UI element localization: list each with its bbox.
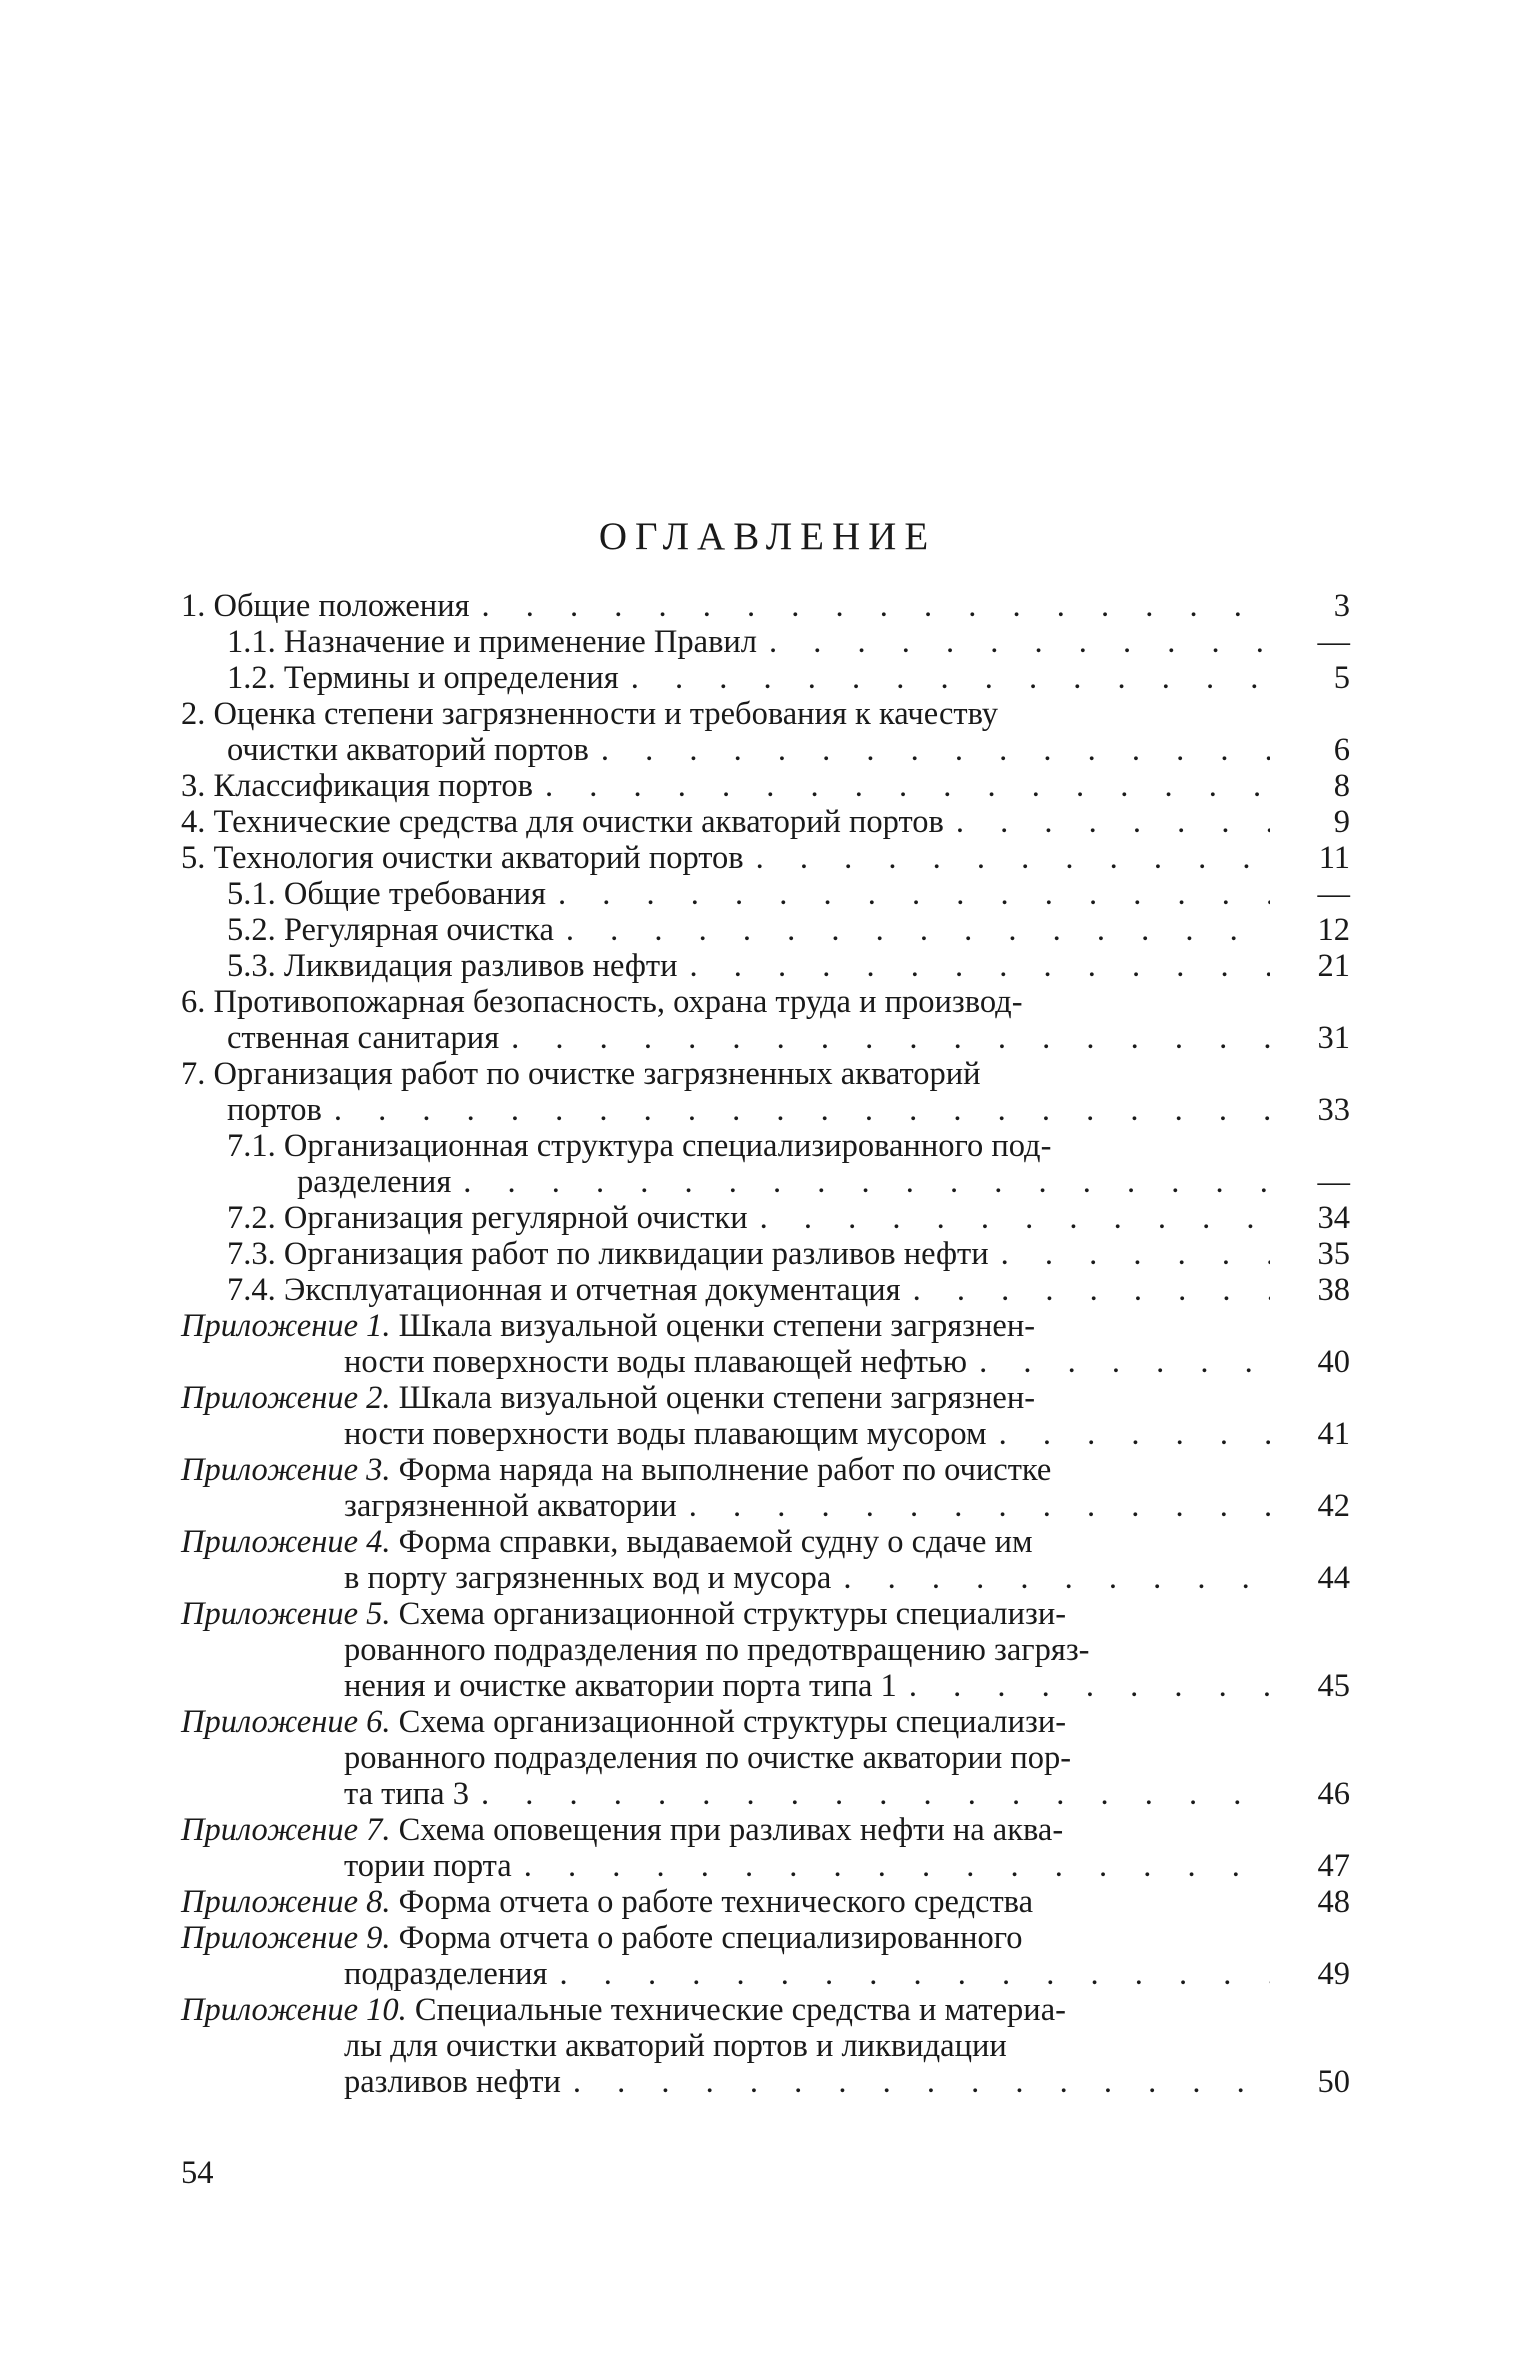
entry-title-line: Форма наряда на выполнение работ по очистке: [398, 1452, 1052, 1488]
entry-title-line: ности поверхности воды плавающим мусором: [344, 1416, 987, 1452]
entry-page: —: [1317, 624, 1350, 660]
table-of-contents: [181, 588, 1350, 2100]
dot-leader: [499, 1020, 1270, 1056]
dot-leader: [987, 1416, 1270, 1452]
toc-entry-appendix[interactable]: [181, 1524, 1350, 1596]
toc-entry-appendix[interactable]: [181, 1920, 1350, 1992]
entry-title-line: лы для очистки акваторий портов и ликвидации: [344, 2028, 1007, 2064]
dot-leader: [470, 588, 1270, 624]
entry-page: 45: [1317, 1668, 1350, 1704]
entry-number: 7.: [181, 1056, 206, 1092]
entry-title-line: Форма отчета о работе специализированного: [398, 1920, 1023, 1956]
toc-entry-appendix[interactable]: [181, 1992, 1350, 2100]
dot-leader: [589, 732, 1270, 768]
entry-page: 21: [1317, 948, 1350, 984]
dot-leader: [831, 1560, 1270, 1596]
appendix-label: Приложение 6.: [181, 1704, 391, 1740]
dot-leader: [677, 1488, 1270, 1524]
entry-number: 7.3.: [227, 1236, 276, 1272]
entry-number: 7.4.: [227, 1272, 276, 1308]
toc-entry-appendix[interactable]: [181, 1308, 1350, 1380]
toc-entry-appendix[interactable]: [181, 1380, 1350, 1452]
entry-title-line: ственная санитария: [227, 1020, 500, 1056]
entry-title: Назначение и применение Правил: [283, 624, 758, 660]
toc-entry-appendix[interactable]: [181, 1884, 1350, 1920]
dot-leader: [322, 1092, 1270, 1128]
entry-page: 46: [1317, 1776, 1350, 1812]
toc-entry[interactable]: [181, 1200, 1350, 1236]
entry-title-line: Организационная структура специализированного под-: [283, 1128, 1052, 1164]
entry-title-line: тории порта: [344, 1848, 512, 1884]
dot-leader: [451, 1164, 1270, 1200]
entry-title-line: в порту загрязненных вод и мусора: [344, 1560, 832, 1596]
entry-page: 11: [1318, 840, 1350, 876]
entry-number: 5.3.: [227, 948, 276, 984]
entry-title-line: Противопожарная безопасность, охрана труда и производ-: [213, 984, 1023, 1020]
entry-title-line: Схема организационной структуры специализи-: [398, 1704, 1067, 1740]
dot-leader: [944, 804, 1270, 840]
dot-leader: [533, 768, 1270, 804]
toc-entry[interactable]: [181, 876, 1350, 912]
toc-entry[interactable]: [181, 912, 1350, 948]
entry-title-line: Форма справки, выдаваемой судну о сдаче им: [398, 1524, 1033, 1560]
entry-title-line: ности поверхности воды плавающей нефтью: [344, 1344, 968, 1380]
entry-title-line: загрязненной акватории: [344, 1488, 677, 1524]
dot-leader: [897, 1668, 1270, 1704]
toc-entry[interactable]: [181, 660, 1350, 696]
entry-page: —: [1317, 876, 1350, 912]
dot-leader: [548, 1956, 1270, 1992]
entry-number: 4.: [181, 804, 206, 840]
entry-title: Классификация портов: [213, 768, 533, 804]
appendix-label: Приложение 9.: [181, 1920, 391, 1956]
dot-leader: [546, 876, 1270, 912]
dot-leader: [967, 1344, 1270, 1380]
toc-entry[interactable]: [181, 624, 1350, 660]
entry-title: Регулярная очистка: [283, 912, 554, 948]
entry-number: 3.: [181, 768, 206, 804]
entry-title-line: Шкала визуальной оценки степени загрязнен-: [398, 1380, 1036, 1416]
entry-number: 1.1.: [227, 624, 276, 660]
entry-page: 41: [1317, 1416, 1350, 1452]
entry-title-line: подразделения: [344, 1956, 548, 1992]
entry-page: 49: [1317, 1956, 1350, 1992]
entry-number: 5.2.: [227, 912, 276, 948]
dot-leader: [619, 660, 1270, 696]
entry-title-line: разделения: [297, 1164, 452, 1200]
dot-leader: [561, 2064, 1270, 2100]
entry-title-line: портов: [227, 1092, 322, 1128]
dot-leader: [757, 624, 1270, 660]
appendix-label: Приложение 10.: [181, 1992, 407, 2028]
dot-leader: [554, 912, 1270, 948]
toc-entry-appendix[interactable]: [181, 1596, 1350, 1704]
entry-title: Общие требования: [283, 876, 546, 912]
entry-page: 5: [1333, 660, 1350, 696]
toc-entry[interactable]: [181, 768, 1350, 804]
entry-title-line: Схема оповещения при разливах нефти на аква-: [398, 1812, 1064, 1848]
entry-title-line: рованного подразделения по предотвращению загряз-: [344, 1632, 1090, 1668]
entry-page: —: [1317, 1164, 1350, 1200]
appendix-label: Приложение 2.: [181, 1380, 391, 1416]
toc-entry-appendix[interactable]: [181, 1704, 1350, 1812]
appendix-label: Приложение 1.: [181, 1308, 391, 1344]
page-number: 54: [181, 2155, 214, 2191]
entry-page: 3: [1333, 588, 1350, 624]
toc-entry[interactable]: [181, 948, 1350, 984]
toc-entry-appendix[interactable]: [181, 1812, 1350, 1884]
entry-page: 35: [1317, 1236, 1350, 1272]
toc-entry[interactable]: [181, 696, 1350, 768]
entry-title-line: Специальные технические средства и материа-: [414, 1992, 1066, 2028]
entry-number: 1.2.: [227, 660, 276, 696]
dot-leader: [744, 840, 1270, 876]
entry-title-line: та типа 3: [344, 1776, 469, 1812]
entry-number: 2.: [181, 696, 206, 732]
entry-title: Организация регулярной очистки: [283, 1200, 748, 1236]
entry-number: 1.: [181, 588, 206, 624]
toc-entry[interactable]: [181, 804, 1350, 840]
entry-title-line: разливов нефти: [344, 2064, 561, 2100]
toc-entry[interactable]: [181, 588, 1350, 624]
entry-title-line: нения и очистке акватории порта типа 1: [344, 1668, 897, 1704]
entry-title-line: Схема организационной структуры специализи-: [398, 1596, 1067, 1632]
entry-page: 31: [1317, 1020, 1350, 1056]
entry-title: Эксплуатационная и отчетная документация: [283, 1272, 901, 1308]
entry-title: Общие положения: [213, 588, 470, 624]
entry-number: 7.2.: [227, 1200, 276, 1236]
entry-number: 5.: [181, 840, 206, 876]
entry-title-line: Организация работ по очистке загрязненных акваторий: [213, 1056, 981, 1092]
entry-page: 9: [1333, 804, 1350, 840]
entry-title-line: Оценка степени загрязненности и требования к качеству: [213, 696, 999, 732]
entry-title-line: рованного подразделения по очистке акватории пор-: [344, 1740, 1072, 1776]
toc-title: ОГЛАВЛЕНИЕ: [598, 515, 937, 558]
appendix-label: Приложение 8.: [181, 1884, 391, 1920]
entry-title: Термины и определения: [283, 660, 619, 696]
entry-page: 44: [1317, 1560, 1350, 1596]
entry-title-line: очистки акваторий портов: [227, 732, 589, 768]
entry-page: 12: [1317, 912, 1350, 948]
appendix-label: Приложение 5.: [181, 1596, 391, 1632]
entry-page: 33: [1317, 1092, 1350, 1128]
toc-entry[interactable]: [181, 1128, 1350, 1200]
toc-entry-appendix[interactable]: [181, 1452, 1350, 1524]
dot-leader: [678, 948, 1271, 984]
entry-number: 7.1.: [227, 1128, 276, 1164]
entry-title: Технология очистки акваторий портов: [213, 840, 744, 876]
toc-entry[interactable]: [181, 1272, 1350, 1308]
entry-page: 34: [1317, 1200, 1350, 1236]
dot-leader: [748, 1200, 1270, 1236]
entry-page: 47: [1317, 1848, 1350, 1884]
toc-entry[interactable]: [181, 1056, 1350, 1128]
appendix-label: Приложение 7.: [181, 1812, 391, 1848]
dot-leader: [901, 1272, 1270, 1308]
entry-title: Технические средства для очистки акваторий портов: [213, 804, 944, 840]
entry-page: 42: [1317, 1488, 1350, 1524]
toc-entry[interactable]: [181, 984, 1350, 1056]
entry-title-line: Шкала визуальной оценки степени загрязнен-: [398, 1308, 1036, 1344]
appendix-label: Приложение 3.: [181, 1452, 391, 1488]
entry-title: Организация работ по ликвидации разливов нефти: [283, 1236, 989, 1272]
entry-page: 8: [1333, 768, 1350, 804]
appendix-label: Приложение 4.: [181, 1524, 391, 1560]
entry-page: 38: [1317, 1272, 1350, 1308]
toc-entry[interactable]: [181, 1236, 1350, 1272]
toc-entry[interactable]: [181, 840, 1350, 876]
entry-page: 50: [1317, 2064, 1350, 2100]
entry-page: 40: [1317, 1344, 1350, 1380]
dot-leader: [512, 1848, 1270, 1884]
entry-title: Ликвидация разливов нефти: [283, 948, 678, 984]
entry-number: 5.1.: [227, 876, 276, 912]
entry-page: 48: [1317, 1884, 1350, 1920]
entry-number: 6.: [181, 984, 206, 1020]
dot-leader: [469, 1776, 1270, 1812]
dot-leader: [989, 1236, 1270, 1272]
entry-title: Форма отчета о работе технического средства: [398, 1884, 1034, 1920]
entry-page: 6: [1333, 732, 1350, 768]
